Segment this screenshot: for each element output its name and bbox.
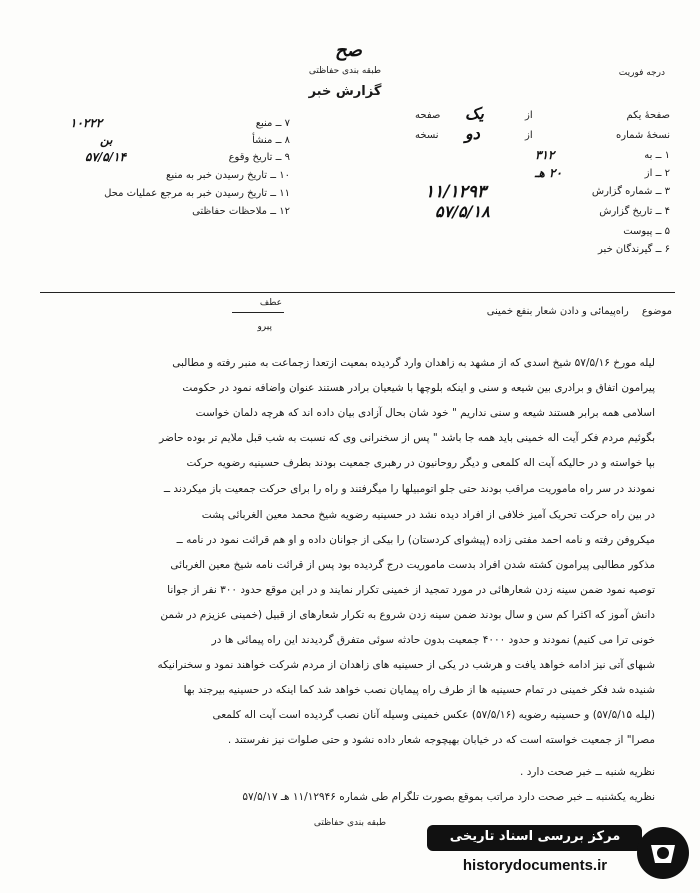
source-receipt-date-field [40, 170, 290, 181]
body-line: بگوئیم مردم فکر آیت اله خمینی باید همه جا باشد " پس از سخنرانی وی که نسبت به شب قبل ملایم تر بوده حاضر [159, 432, 655, 444]
field-label: ۱۱ ــ تاریخ رسیدن خبر به مرجع عملیات محل [104, 188, 290, 199]
field-label: ۱۲ ــ ملاحظات حفاظتی [192, 206, 290, 217]
field-value: ۱۰۲۲۲ [70, 116, 103, 130]
top-mark: صح [335, 40, 362, 61]
field-value: ۳۱۲ [535, 148, 555, 162]
field-value: ۵۷/۵/۱۴ [85, 150, 126, 164]
reference-divider [232, 312, 284, 313]
field-label: ۵ ــ پیوست [623, 226, 670, 237]
field-label: ۴ ــ تاریخ گزارش [599, 206, 670, 217]
body-line: شنیده شد فکر خمینی در تمام حسینیه ها از طرف راه پیمایان نصب خواهد شد کما اینکه در حسینیه بیرجند بها [183, 684, 655, 696]
occurrence-date-field [40, 152, 290, 163]
body-line: خونی ترا می کنیم) نمودند و حدود ۴۰۰۰ جمعیت بدون حادثه سوئی متفرق گردیدند این راه پیمائی ها در [211, 634, 655, 646]
field-label: ۶ ــ گیرندگان خبر [598, 244, 670, 255]
seal-dot [657, 847, 669, 859]
field-hand: یک [465, 104, 484, 123]
from-field [405, 168, 670, 179]
attachment-field [405, 226, 670, 237]
analysis-saturday: نظریه شنبه ــ خبر صحت دارد . [520, 766, 655, 778]
field-label: ۳ ــ شماره گزارش [591, 186, 670, 197]
field-hand: دو [465, 124, 480, 143]
follow-up-label: پیرو [257, 322, 272, 332]
reference-label: عطف [259, 298, 282, 308]
urgency-label: درجه فوریت [618, 68, 665, 78]
body-line: لیله مورخ ۵۷/۵/۱۶ شیخ اسدی که از مشهد به زاهدان وارد گردیده بمعیت ازتعدا زجماعت به منبر رفته و مطالبی [172, 357, 655, 369]
to-field [405, 150, 670, 161]
field-label: نسخهٔ شماره [616, 130, 670, 141]
watermark-url: historydocuments.ir [462, 857, 608, 874]
field-end: نسخه [415, 130, 439, 141]
field-value: بن [100, 133, 113, 147]
body-line: بپا خواسته و در حالیکه آیت اله کلمعی و دیگر روحانیون در رهبری جمعیت بودند بطرف حسینیه رضویه حرکت [186, 457, 655, 469]
field-label: ۹ ــ تاریخ وقوع [228, 152, 290, 163]
field-mid: از [525, 110, 533, 121]
field-label: ۱ ــ به [644, 150, 670, 161]
field-label: ۸ ــ منشأ [252, 135, 290, 146]
body-line: توصیه نمود ضمن سینه زدن شعارهائی در مورد تمجید از خمینی تکرار نمایند و در این موقع حدود ۳۰۰ نفر از جوانا [167, 584, 655, 596]
origin-field [40, 135, 290, 146]
body-line: در بین راه حرکت تحریک آمیز خلافی از افراد دیده نشد در حسینیه رضویه شیخ محمد معین الغربائی پشت [201, 509, 655, 521]
recipients-field [405, 244, 670, 255]
body-line: مذکور مطالبی پیرامون کشته شدن افراد بدست ماموریت درج گردیده بود پس از قرائت نامه شیخ معین الغربائی [170, 559, 655, 571]
classification-bottom: طبقه بندی حفاظتی [313, 818, 387, 828]
classification-top: طبقه بندی حفاظتی [308, 66, 382, 76]
subject-line [342, 306, 672, 317]
field-label: ۲ ــ از [644, 168, 670, 179]
body-line: دانش آموز که اکثرا کم سن و سال بودند ضمن سینه زدن شروع به تکرار شعارهای از قبیل (خمینی عزیزم در شمن [160, 609, 655, 621]
body-line: نمودند در سر راه ماموریت مراقب بودند حتی جلو اتومبیلها را میگرفتند و راه را برای حرکت جمعیت باز میکردند ــ [163, 483, 655, 495]
watermark-org-name: مرکز بررسی اسناد تاریخی [449, 829, 621, 844]
local-receipt-date-field [40, 188, 290, 199]
analysis-sunday: نظریه یکشنبه ــ خبر صحت دارد مراتب بموقع بصورت تلگرام طی شماره ۱۱/۱۲۹۴۶ هـ ۵۷/۵/۱۷ [242, 791, 655, 803]
field-value: ۲۰ هـ [535, 166, 562, 180]
page-count-field [405, 104, 670, 123]
body-line: (لیله ۵۷/۵/۱۵) و حسینیه رضویه (۵۷/۵/۱۶) عکس خمینی وسیله آنان نصب گردیده است آیت اله کلمعی [212, 709, 655, 721]
field-value: ۵۷/۵/۱۸ [435, 202, 490, 221]
field-label: ۱۰ ــ تاریخ رسیدن خبر به منبع [166, 170, 290, 181]
security-notes-field [40, 206, 290, 217]
source-field [40, 118, 290, 129]
subject-label: موضوع [641, 306, 672, 317]
watermark-logo [427, 823, 692, 885]
body-line: مصرا" از جمعیت خواسته است که در خیابان بهیچوجه شعار داده نشود و حتی صلوات نیز نفرستند . [227, 734, 655, 746]
body-line: پیرامون اتفاق و برادری بین شیعه و سنی و اینکه بلوچها با شیعیان برادر هستند عنوان واضافه نمود در حکومت [182, 382, 655, 394]
field-value: ۱۱/۱۲۹۳ [425, 182, 486, 202]
subject-value: راه‌پیمائی و دادن شعار بنفع خمینی [486, 306, 629, 317]
body-line: اسلامی همه برابر هستند شیعه و سنی نداریم " خود شان بحال آزادی بیان داده اند که هرچه دلمان خواست [195, 407, 655, 419]
page-title: گزارش خبر [308, 84, 382, 99]
report-number-field [405, 182, 670, 202]
field-mid: از [525, 130, 533, 141]
report-date-field [405, 202, 670, 221]
body-line: شبهای آتی نیز ادامه خواهد یافت و هرشب در یکی از حسینیه های زاهدان از مردم شرکت خواهند نمود و سخنرانیکه [157, 659, 655, 671]
field-end: صفحه [415, 110, 441, 121]
body-line: میکروفن رفته و نامه احمد مفتی زاده (پیشوای کردستان) را بیکی از جوانان داده و او هم قرائت نمود در نامه ــ [176, 534, 655, 546]
field-label: صفحهٔ یکم [626, 110, 670, 121]
field-label: ۷ ــ منبع [255, 118, 290, 129]
copy-number-field [405, 124, 670, 143]
header-divider [40, 292, 675, 293]
